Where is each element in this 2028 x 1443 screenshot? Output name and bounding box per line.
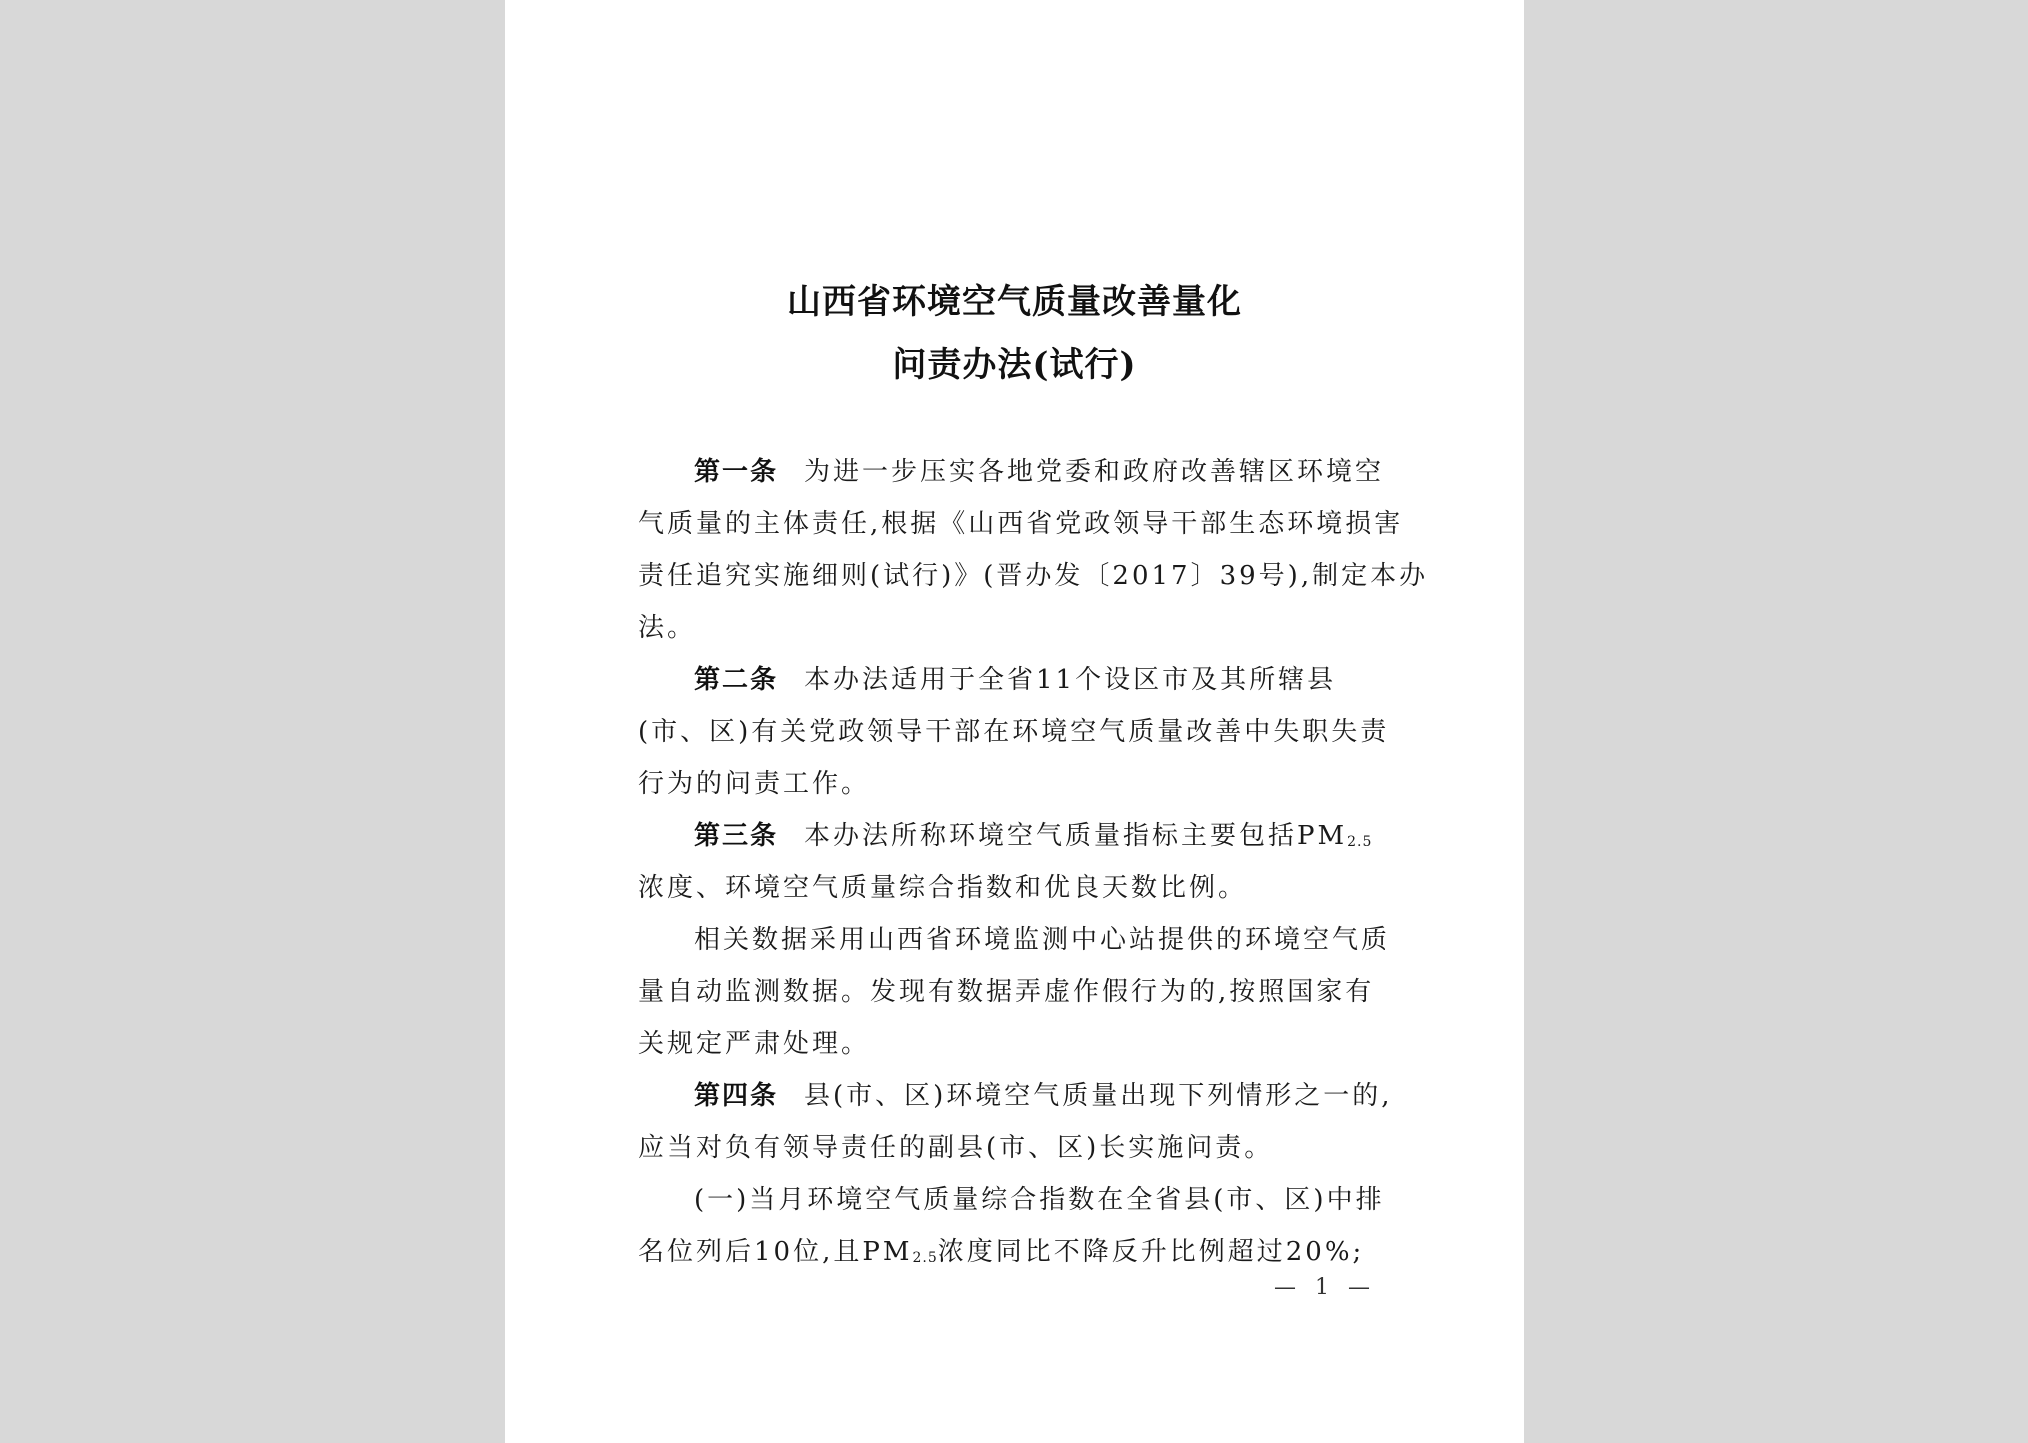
article4-text1: 县(市、区)环境空气质量出现下列情形之一的, [804,1081,1393,1111]
pm25-subscript: 2.5 [1347,834,1373,850]
article4-line2: 应当对负有领导责任的副县(市、区)长实施问责。 [638,1133,1274,1163]
pm25-subscript-2: 2.5 [912,1250,938,1266]
article3-label: 第三条 [694,821,779,851]
article3-para2-line2: 量自动监测数据。发现有数据弄虚作假行为的,按照国家有 [638,977,1375,1007]
article1-line3: 责任追究实施细则(试行)》(晋办发〔2017〕39号),制定本办 [638,561,1429,591]
article1-line4: 法。 [638,613,697,643]
article4-item1-text-b: 浓度同比不降反升比例超过20%; [937,1237,1365,1267]
article3-text1: 本办法所称环境空气质量指标主要包括PM [804,821,1348,851]
document-title-line2: 问责办法(试行) [892,345,1137,385]
article1-label: 第一条 [694,457,779,487]
article4-line1 [638,1076,1393,1116]
article1-text1: 为进一步压实各地党委和政府改善辖区环境空 [804,457,1385,487]
article2-text1: 本办法适用于全省11个设区市及其所辖县 [804,665,1337,695]
article4-item1-line1: (一)当月环境空气质量综合指数在全省县(市、区)中排 [694,1185,1385,1215]
article2-label: 第二条 [694,665,779,695]
article4-label: 第四条 [694,1081,779,1111]
article2-line1 [638,660,1390,700]
article3-para2-line3: 关规定严肃处理。 [638,1029,871,1059]
article3-line1 [638,816,1390,856]
article1-line1 [638,452,1390,492]
article4-item1-line2 [638,1232,1390,1272]
article2-line3: 行为的问责工作。 [638,769,871,799]
article3-para2-line1: 相关数据采用山西省环境监测中心站提供的环境空气质 [694,925,1391,955]
document-title-line1: 山西省环境空气质量改善量化 [787,282,1242,322]
article3-line2: 浓度、环境空气质量综合指数和优良天数比例。 [638,873,1248,903]
article2-line2: (市、区)有关党政领导干部在环境空气质量改善中失职失责 [638,717,1390,747]
page-number: — 1 — [1274,1275,1376,1300]
article1-line2: 气质量的主体责任,根据《山西省党政领导干部生态环境损害 [638,509,1404,539]
article4-item1-text-a: 名位列后10位,且PM [638,1237,913,1267]
document-page [505,0,1524,1443]
